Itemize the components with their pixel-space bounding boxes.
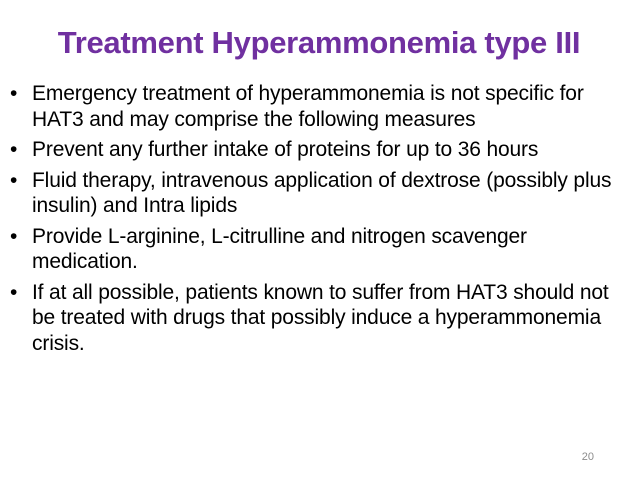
bullet-item: [10, 81, 625, 132]
bullet-icon: •: [10, 280, 18, 304]
bullet-icon: •: [10, 168, 18, 192]
bullet-icon: •: [10, 82, 18, 105]
bullet-text: Emergency treatment of hyperammonemia is not specific for HAT3 and may comprise the following measures: [32, 82, 584, 131]
bullet-item: [10, 224, 625, 275]
bullet-icon: •: [10, 224, 18, 248]
bullet-icon: •: [10, 138, 18, 161]
bullet-text: Fluid therapy, intravenous application of dextrose (possibly plus insulin) and Intra lipids: [32, 168, 612, 217]
bullet-text: If at all possible, patients known to suffer from HAT3 should not be treated with drugs that possibly induce a hyperammonemia crisis.: [32, 280, 609, 355]
slide-title: Treatment Hyperammonemia type III: [57, 25, 581, 60]
bullet-item: [10, 280, 625, 357]
bullet-text: Provide L-arginine, L-citrulline and nitrogen scavenger medication.: [32, 224, 527, 273]
bullet-text: Prevent any further intake of proteins for up to 36 hours: [32, 138, 539, 161]
bullet-list: [10, 81, 625, 361]
bullet-item: [10, 168, 625, 219]
page-number: 20: [581, 451, 594, 463]
bullet-item: [10, 137, 625, 163]
